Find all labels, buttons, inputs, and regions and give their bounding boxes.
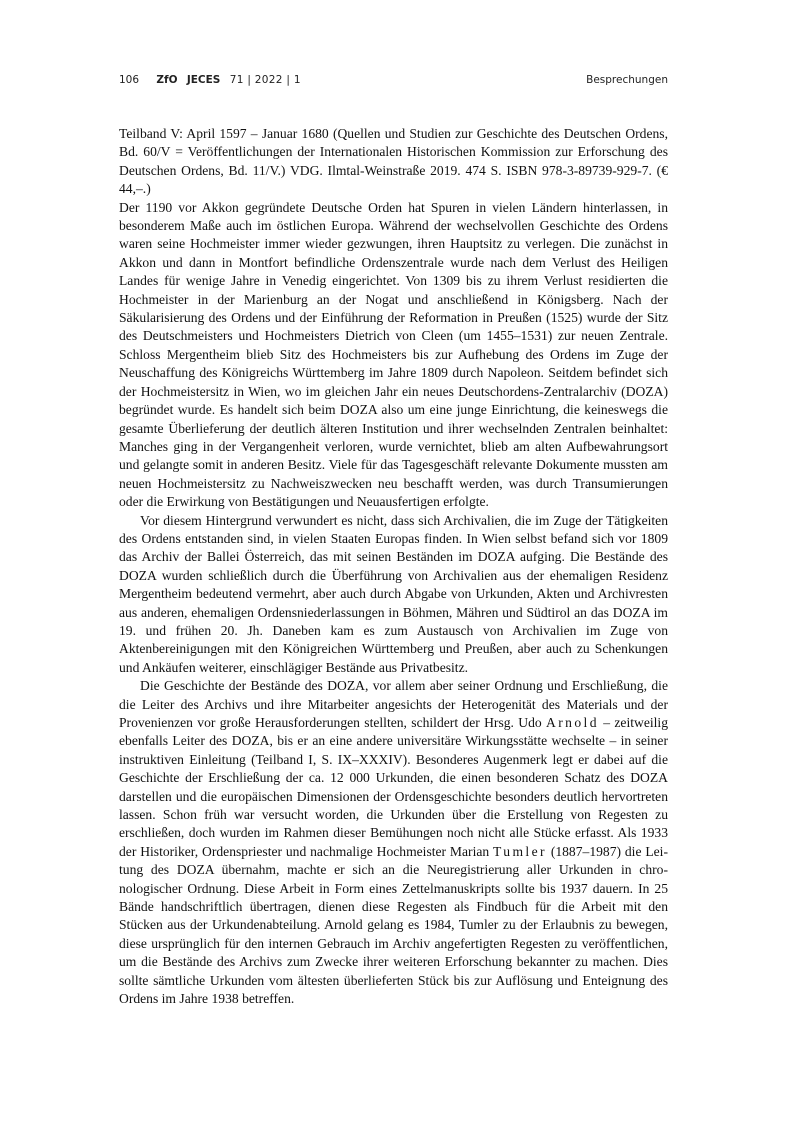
running-head-left [119,74,301,86]
page-number: 106 [119,74,140,86]
section-title: Besprechungen [586,74,668,86]
journal-subtitle: JECES [186,74,221,86]
paragraph-3-part-c: (1887–1987) die Leitung des DOZA übernahm, machte er sich an die Neuregistrierung aller Urkunden in chronologischer Ordnung. Diese Arbeit in Form eines Zettelmanuskripts sollte bis 1937 dauern. In 25 Bände handschriftlich übertragen, dienen diese Regesten als Findbuch für die Arbeit mit den Stücken aus der Urkundenabteilung. Arnold gelang es 1984, Tumler zu der Erlaubnis zu bewegen, diese ursprünglich für den internen Gebrauch im Archiv angefertigten Regesten zu veröffentlichen, um die Bestände des Archivs zum Zwecke ihrer weiteren Erforschung bekannter zu machen. Dies sollte sämtliche Urkunden vom ältesten überlieferten Stück bis zur Auflösung und Enteignung des Ordens im Jahre 1938 betreffen. [119,843,668,1007]
volume-issue: 71 | 2022 | 1 [229,74,301,86]
running-head [119,74,668,90]
paragraph-3 [119,677,668,1008]
paragraph-3-part-b: – zeitweilig ebenfalls Leiter des DOZA, bis er an eine andere universitäre Wirkungsstätte wechselte – in seiner instruktiven Einleitung (Teilband I, S. IX–XXXIV). Besonderes Augenmerk legt er dabei auf die Geschichte der Erschließung der ca. 12 000 Urkunden, die einen besonderen Schatz des DOZA darstellen und die europäischen Dimensionen der Ordensgeschichte besonders deutlich hervortreten lassen. Schon früh war versucht worden, die Urkunden über die Erstellung von Regesten zu erschließen, doch wurden im Rahmen dieser Bemühungen noch nicht alle Stücke erfasst. Als 1933 der Historiker, Ordenspriester und nachmalige Hochmeister Marian [119,715,668,859]
journal-abbreviation: ZfO [156,74,178,86]
author-name-tumler: Tumler [493,843,547,859]
paragraph-3-part-a: Die Geschichte der Bestände des DOZA, vor allem aber seiner Ordnung und Erschließung, die die Leiter des Archivs und ihre Mitarbeiter angesichts der Heterogenität des Materials und der Provenienzen vor große Herausforderungen stellten, schildert der Hrsg. Udo [119,678,668,730]
paragraph-1: Der 1190 vor Akkon gegründete Deutsche Orden hat Spuren in vielen Ländern hinterlassen, in besonderem Maße auch im östlichen Europa. Während der wechselvollen Geschichte des Ordens waren seine Hochmeister immer wieder gezwungen, ihren Hauptsitz zu verlegen. Die zunächst in Akkon und dann in Montfort befindliche Ordenszentrale wurde nach dem Verlust des Heiligen Landes für wenige Jahre in Venedig eingerichtet. Von 1309 bis zu ihrem Verlust residierten die Hochmeister in der Marienburg an der Nogat und anschließend in Königsberg. Nach der Säkularisierung des Ordens und der Einführung der Reformation in Preußen (1525) wurde der Sitz des Deutschmeisters und Hochmeisters Dietrich von Cleen (um 1455–1531) zur neuen Zentrale. Schloss Mergentheim blieb Sitz des Hochmeisters bis zur Aufhebung des Ordens im Zuge der Neuschaffung des Königreichs Württemberg im Jahre 1809 durch Napoleon. Seitdem befindet sich der Hochmeistersitz in Wien, wo im gleichen Jahr ein neues Deutschordens-Zentralarchiv (DOZA) begründet wurde. Es handelt sich beim DOZA also um eine junge Einrichtung, die keineswegs die gesamte Überlieferung der deutlich älteren Institution und ihrer wechselnden Zentralen beinhaltet: Manches ging in der Vergangenheit verloren, wurde vernichtet, blieb am alten Aufbewahrungsort und gelangte somit in anderen Besitz. Viele für das Tagesgeschäft relevante Dokumente mussten am neuen Hochmeistersitz zu Nachweiszwecken neu beschafft werden, was durch Transumierungen oder die Erwirkung von Bestätigungen und Neuausfertigen erfolgte. [119,199,668,510]
bibliographic-entry: Teilband V: April 1597 – Januar 1680 (Quellen und Studien zur Geschichte des Deutschen Ordens, Bd. 60/V = Veröffentlichungen der Internationalen Historischen Kommission zur Erforschung des Deutschen Ordens, Bd. 11/V.) VDG. Ilmtal-Weinstraße 2019. 474 S. ISBN 978-3-89739-929-7. (€ 44,–.) [119,126,668,197]
article-body [119,125,668,1009]
paragraph-2: Vor diesem Hintergrund verwundert es nicht, dass sich Archivalien, die im Zuge der Tätigkeiten des Ordens entstanden sind, in vielen Staaten Europas finden. In Wien selbst befand sich vor 1809 das Archiv der Ballei Österreich, das mit seinen Beständen im DOZA aufging. Die Bestände des DOZA wurden schließlich durch die Überführung von Archivalien aus der ehemaligen Residenz Mergentheim bedeutend vermehrt, aber auch durch Abgabe von Urkunden, Akten und Archivresten aus anderen, ehemaligen Ordensniederlassungen in Böhmen, Mähren und Südtirol an das DOZA im 19. und frühen 20. Jh. Daneben kam es zum Austausch von Archivalien im Zuge von Aktenbereinigungen mit den Königreichen Württemberg und Preußen, aber auch zu Schenkungen und Ankäufen weiterer, einschlägiger Bestände aus Privatbesitz. [119,512,668,675]
author-name-arnold: Arnold [546,715,599,730]
